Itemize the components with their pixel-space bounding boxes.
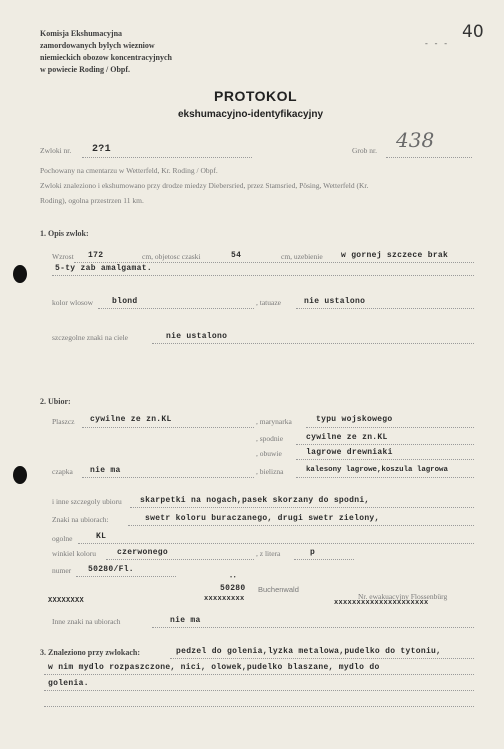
jacket-label: , marynarka <box>256 417 292 426</box>
org-line: Komisja Ekshumacyjna <box>40 29 123 38</box>
burial-place: Pochowany na cmentarzu w Wetterfeld, Kr. Roding / Obpf. <box>40 166 218 175</box>
items-found-line2: w nim mydlo rozpaszczone, nici, olowek,pudelko blaszane, mydlo do <box>48 663 380 672</box>
cap-label: czapka <box>52 467 73 476</box>
trousers-value: cywilne ze zn.KL <box>306 433 388 442</box>
stamp-right: Nr. ewakuacyjny Flossenbürg <box>358 592 448 601</box>
general-marks-value: KL <box>96 532 107 541</box>
number-value: 50280/Fl. <box>88 565 134 574</box>
crossed-out-left: XXXXXXXX <box>48 597 85 605</box>
hair-color-value: blond <box>112 297 138 306</box>
number-label: numer <box>52 566 72 575</box>
grave-number-label: Grob nr. <box>352 146 377 155</box>
teeth-label: cm, uzebienie <box>281 252 323 261</box>
binder-hole-top <box>13 265 27 283</box>
trousers-label: , spodnie <box>256 434 284 443</box>
other-clothing-value: skarpetki na nogach,pasek skorzany do spodni, <box>140 496 370 505</box>
skull-label: cm, objetosc czaski <box>142 252 201 261</box>
remains-number-value: 2?1 <box>92 144 111 155</box>
tattoo-label: , tatuaze <box>256 298 281 307</box>
other-marks-label: Inne znaki na ubiorach <box>52 617 121 626</box>
grave-number-value: 438 <box>396 128 435 152</box>
stamp-place: Buchenwald <box>258 585 299 594</box>
page-number: 40 <box>462 22 484 42</box>
angle-color-value: czerwonego <box>117 548 169 557</box>
stamp-crossed: xxxxxxxxx <box>204 595 245 603</box>
clothing-marks-label: Znaki na ubiorach: <box>52 515 109 524</box>
section-clothing: 2. Ubior: <box>40 397 71 406</box>
letter-value: p <box>310 548 316 557</box>
stamp-number: 50280 <box>220 584 246 593</box>
shoes-label: , obuwie <box>256 449 282 458</box>
general-marks-label: ogolne <box>52 534 73 543</box>
teeth-value: w gornej szczece brak <box>341 251 449 260</box>
items-found-line1: pedzel do golenia,lyzka metalowa,pudelko do tytoniu, <box>176 647 442 656</box>
underwear-value: kalesony lagrowe,koszula lagrowa <box>306 466 448 474</box>
shoes-value: lagrowe drewniaki <box>306 448 393 457</box>
org-line: zamordowanych bylych wiezniow <box>40 41 155 50</box>
cap-value: nie ma <box>90 466 121 475</box>
clothing-marks-value: swetr koloru buraczanego, drugi swetr zielony, <box>145 514 380 523</box>
items-found-line3: golenia. <box>48 679 89 688</box>
organization-header <box>40 28 172 76</box>
stamp-dots: • • <box>230 575 236 581</box>
binder-hole-bottom <box>13 466 27 484</box>
remains-number-label: Zwloki nr. <box>40 146 72 155</box>
tattoo-value: nie ustalono <box>304 297 366 306</box>
body-marks-value: nie ustalono <box>166 332 228 341</box>
other-clothing-label: i inne szczegoly ubioru <box>52 497 122 506</box>
crossed-out-right: xxxxxxxxxxxxxxxxxxxxx <box>334 599 429 607</box>
body-marks-label: szczegolne znaki na ciele <box>52 333 128 342</box>
letter-label: , z litera <box>256 549 281 558</box>
document-title: PROTOKOL <box>214 88 298 104</box>
other-marks-value: nie ma <box>170 616 201 625</box>
hair-color-label: kolor wlosow <box>52 298 94 307</box>
section-body-description: 1. Opis zwlok: <box>40 229 89 238</box>
height-value: 172 <box>88 251 104 260</box>
document-subtitle: ekshumacyjno-identyfikacyjny <box>178 109 324 120</box>
underwear-label: , bielizna <box>256 467 284 476</box>
org-line: w powiecie Roding / Obpf. <box>40 65 131 74</box>
jacket-value: typu wojskowego <box>316 415 393 424</box>
exhumation-place: Zwloki znaleziono i ekshumowano przy drodze miedzy Diebersried, przez Stamsried, Pösing, Wetterfeld (Kr. <box>40 181 369 190</box>
exhumation-place-cont: Roding), ogolna przestrzen 11 km. <box>40 196 144 205</box>
skull-value: 54 <box>231 251 242 260</box>
coat-value: cywilne ze zn.KL <box>90 415 172 424</box>
corner-marks: - - - <box>424 40 449 49</box>
height-label: Wzrost <box>52 252 74 261</box>
coat-label: Plaszcz <box>52 417 75 426</box>
angle-color-label: winkiel koloru <box>52 549 96 558</box>
org-line: niemieckich obozow koncentracyjnych <box>40 53 172 62</box>
section-items-found: 3. Znaleziono przy zwlokach: <box>40 648 140 657</box>
teeth-value-cont: 5-ty zab amalgamat. <box>55 264 152 273</box>
